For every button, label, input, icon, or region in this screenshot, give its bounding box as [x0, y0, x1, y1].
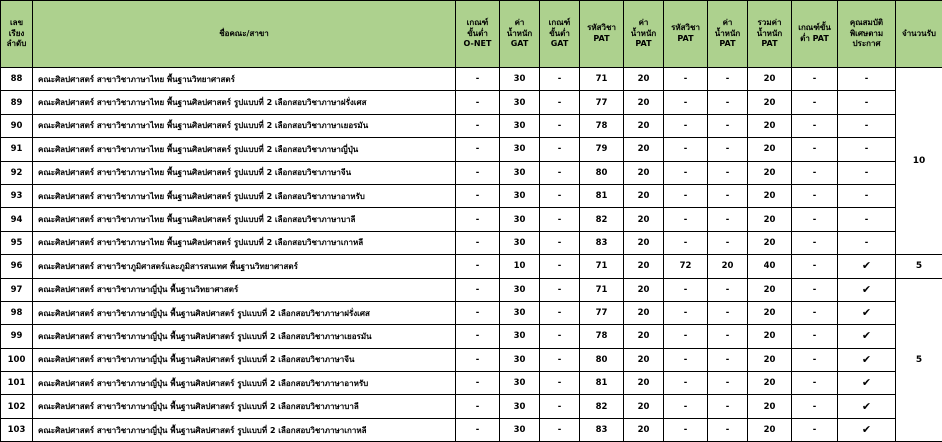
table-row [1, 161, 942, 184]
pat-min-value: - [792, 138, 838, 161]
pat-total-weight-value: 20 [748, 138, 792, 161]
program-name: คณะศิลปศาสตร์ สาขาวิชาภาษาญี่ปุ่น พื้นฐานศิลปศาสตร์ รูปแบบที่ 2 เลือกสอบวิชาภาษาอาหรับ [33, 372, 456, 395]
gat-min-value: - [540, 231, 580, 254]
gat-weight-value: 30 [500, 325, 540, 348]
onet-min-value: - [456, 161, 500, 184]
pat1-code-value: 83 [580, 231, 624, 254]
row-sequence-number: 91 [1, 138, 33, 161]
pat-total-weight-value: 20 [748, 184, 792, 207]
qualification-value: - [838, 114, 896, 137]
pat2-code-value: - [664, 114, 708, 137]
qualification-value [838, 418, 896, 441]
pat2-weight-value: - [708, 325, 748, 348]
table-row [1, 278, 942, 301]
check-icon: ✔ [862, 401, 871, 412]
gat-weight-value: 30 [500, 208, 540, 231]
row-sequence-number: 99 [1, 325, 33, 348]
pat1-code-value: 83 [580, 418, 624, 441]
qualification-value: - [838, 138, 896, 161]
pat1-weight-value: 20 [624, 68, 664, 91]
gat-weight-value: 30 [500, 278, 540, 301]
onet-min-value: - [456, 301, 500, 324]
qualification-value [838, 372, 896, 395]
row-sequence-number: 88 [1, 68, 33, 91]
pat1-weight-value: 20 [624, 184, 664, 207]
program-name: คณะศิลปศาสตร์ สาขาวิชาภาษาญี่ปุ่น พื้นฐานศิลปศาสตร์ รูปแบบที่ 2 เลือกสอบวิชาภาษาฝรั่งเศส [33, 301, 456, 324]
pat1-code-value: 82 [580, 208, 624, 231]
pat2-code-value: - [664, 161, 708, 184]
pat1-code-value: 80 [580, 161, 624, 184]
qualification-value [838, 278, 896, 301]
program-name: คณะศิลปศาสตร์ สาขาวิชาภาษาไทย พื้นฐานศิลปศาสตร์ รูปแบบที่ 2 เลือกสอบวิชาภาษาฝรั่งเศส [33, 91, 456, 114]
pat2-weight-value: - [708, 208, 748, 231]
row-sequence-number: 93 [1, 184, 33, 207]
program-name: คณะศิลปศาสตร์ สาขาวิชาภาษาไทย พื้นฐานศิลปศาสตร์ รูปแบบที่ 2 เลือกสอบวิชาภาษาจีน [33, 161, 456, 184]
row-sequence-number: 94 [1, 208, 33, 231]
onet-min-value: - [456, 278, 500, 301]
program-name: คณะศิลปศาสตร์ สาขาวิชาภูมิศาสตร์และภูมิสารสนเทศ พื้นฐานวิทยาศาสตร์ [33, 255, 456, 278]
pat2-code-value: - [664, 325, 708, 348]
program-name: คณะศิลปศาสตร์ สาขาวิชาภาษาญี่ปุ่น พื้นฐานศิลปศาสตร์ รูปแบบที่ 2 เลือกสอบวิชาภาษาเกาหลี [33, 418, 456, 441]
pat-min-value: - [792, 372, 838, 395]
pat1-weight-value: 20 [624, 348, 664, 371]
table-row [1, 138, 942, 161]
qualification-value [838, 255, 896, 278]
table-body [1, 68, 942, 442]
pat-total-weight-value: 20 [748, 348, 792, 371]
row-sequence-number: 101 [1, 372, 33, 395]
pat2-weight-value: - [708, 161, 748, 184]
program-name: คณะศิลปศาสตร์ สาขาวิชาภาษาญี่ปุ่น พื้นฐานศิลปศาสตร์ รูปแบบที่ 2 เลือกสอบวิชาภาษาจีน [33, 348, 456, 371]
pat-min-value: - [792, 418, 838, 441]
quota-value: 10 [896, 68, 942, 255]
pat-total-weight-value: 20 [748, 372, 792, 395]
qualification-value [838, 395, 896, 418]
row-sequence-number: 97 [1, 278, 33, 301]
pat2-weight-value: - [708, 138, 748, 161]
pat1-weight-value: 20 [624, 255, 664, 278]
pat1-weight-value: 20 [624, 161, 664, 184]
check-icon: ✔ [862, 260, 871, 271]
pat2-weight-value: - [708, 301, 748, 324]
pat-min-value: - [792, 325, 838, 348]
pat2-code-value: - [664, 138, 708, 161]
program-name: คณะศิลปศาสตร์ สาขาวิชาภาษาไทย พื้นฐานศิลปศาสตร์ รูปแบบที่ 2 เลือกสอบวิชาภาษาญี่ปุ่น [33, 138, 456, 161]
pat-min-value: - [792, 255, 838, 278]
pat2-code-value: - [664, 372, 708, 395]
pat1-weight-value: 20 [624, 91, 664, 114]
pat-min-value: - [792, 395, 838, 418]
gat-min-value: - [540, 348, 580, 371]
pat2-code-value: - [664, 231, 708, 254]
row-sequence-number: 96 [1, 255, 33, 278]
check-icon: ✔ [862, 424, 871, 435]
check-icon: ✔ [862, 377, 871, 388]
pat-min-value: - [792, 114, 838, 137]
row-sequence-number: 103 [1, 418, 33, 441]
table-row [1, 208, 942, 231]
program-name: คณะศิลปศาสตร์ สาขาวิชาภาษาไทย พื้นฐานศิลปศาสตร์ รูปแบบที่ 2 เลือกสอบวิชาภาษาอาหรับ [33, 184, 456, 207]
check-icon: ✔ [862, 284, 871, 295]
column-header-pat1-weight: ค่า น้ำหนัก PAT [624, 1, 664, 68]
column-header-qualification: คุณสมบัติ พิเศษตาม ประกาศ [838, 1, 896, 68]
pat-min-value: - [792, 278, 838, 301]
qualification-value: - [838, 91, 896, 114]
onet-min-value: - [456, 325, 500, 348]
gat-weight-value: 30 [500, 301, 540, 324]
gat-min-value: - [540, 418, 580, 441]
pat1-code-value: 78 [580, 325, 624, 348]
gat-weight-value: 30 [500, 348, 540, 371]
gat-min-value: - [540, 161, 580, 184]
pat-total-weight-value: 20 [748, 325, 792, 348]
row-sequence-number: 100 [1, 348, 33, 371]
table-row [1, 184, 942, 207]
column-header-onet-min: เกณฑ์ ขั้นต่ำ O-NET [456, 1, 500, 68]
pat1-weight-value: 20 [624, 325, 664, 348]
qualification-value: - [838, 208, 896, 231]
gat-min-value: - [540, 114, 580, 137]
gat-weight-value: 30 [500, 372, 540, 395]
column-header-pat2-code: รหัสวิชา PAT [664, 1, 708, 68]
onet-min-value: - [456, 255, 500, 278]
qualification-value: - [838, 68, 896, 91]
pat2-code-value: - [664, 184, 708, 207]
pat-min-value: - [792, 348, 838, 371]
row-sequence-number: 95 [1, 231, 33, 254]
pat-total-weight-value: 20 [748, 418, 792, 441]
pat-total-weight-value: 20 [748, 91, 792, 114]
pat2-weight-value: - [708, 372, 748, 395]
pat1-code-value: 80 [580, 348, 624, 371]
pat1-code-value: 71 [580, 255, 624, 278]
pat2-weight-value: 20 [708, 255, 748, 278]
pat1-code-value: 71 [580, 278, 624, 301]
gat-min-value: - [540, 208, 580, 231]
pat2-weight-value: - [708, 395, 748, 418]
onet-min-value: - [456, 114, 500, 137]
pat1-code-value: 78 [580, 114, 624, 137]
program-name: คณะศิลปศาสตร์ สาขาวิชาภาษาไทย พื้นฐานศิลปศาสตร์ รูปแบบที่ 2 เลือกสอบวิชาภาษาบาลี [33, 208, 456, 231]
pat2-weight-value: - [708, 418, 748, 441]
pat-min-value: - [792, 231, 838, 254]
column-header-pat-total-weight: รวมค่า น้ำหนัก PAT [748, 1, 792, 68]
program-name: คณะศิลปศาสตร์ สาขาวิชาภาษาไทย พื้นฐานศิลปศาสตร์ รูปแบบที่ 2 เลือกสอบวิชาภาษาเยอรมัน [33, 114, 456, 137]
row-sequence-number: 89 [1, 91, 33, 114]
row-sequence-number: 92 [1, 161, 33, 184]
pat2-weight-value: - [708, 184, 748, 207]
gat-weight-value: 30 [500, 161, 540, 184]
column-header-pat1-code: รหัสวิชา PAT [580, 1, 624, 68]
gat-weight-value: 30 [500, 418, 540, 441]
pat2-code-value: - [664, 278, 708, 301]
table-header [1, 1, 942, 68]
gat-weight-value: 30 [500, 184, 540, 207]
row-sequence-number: 98 [1, 301, 33, 324]
table-row [1, 231, 942, 254]
table-row [1, 325, 942, 348]
pat-total-weight-value: 20 [748, 301, 792, 324]
gat-weight-value: 10 [500, 255, 540, 278]
pat2-weight-value: - [708, 231, 748, 254]
pat2-weight-value: - [708, 278, 748, 301]
table-row [1, 255, 942, 278]
column-header-gat-min: เกณฑ์ ขั้นต่ำ GAT [540, 1, 580, 68]
pat-min-value: - [792, 184, 838, 207]
pat2-code-value: - [664, 208, 708, 231]
column-header-seq: เลข เรียง ลำดับ [1, 1, 33, 68]
gat-min-value: - [540, 138, 580, 161]
pat-min-value: - [792, 91, 838, 114]
pat-min-value: - [792, 161, 838, 184]
pat-min-value: - [792, 208, 838, 231]
pat1-code-value: 79 [580, 138, 624, 161]
table-row [1, 418, 942, 441]
pat1-weight-value: 20 [624, 208, 664, 231]
pat2-code-value: - [664, 348, 708, 371]
table-row [1, 91, 942, 114]
pat2-weight-value: - [708, 68, 748, 91]
gat-min-value: - [540, 255, 580, 278]
pat2-code-value: - [664, 68, 708, 91]
onet-min-value: - [456, 372, 500, 395]
column-header-pat2-weight: ค่า น้ำหนัก PAT [708, 1, 748, 68]
pat2-code-value: - [664, 418, 708, 441]
quota-value: 5 [896, 278, 942, 442]
pat1-code-value: 81 [580, 184, 624, 207]
qualification-value: - [838, 161, 896, 184]
onet-min-value: - [456, 418, 500, 441]
pat1-weight-value: 20 [624, 395, 664, 418]
program-name: คณะศิลปศาสตร์ สาขาวิชาภาษาไทย พื้นฐานวิทยาศาสตร์ [33, 68, 456, 91]
gat-weight-value: 30 [500, 68, 540, 91]
pat2-code-value: 72 [664, 255, 708, 278]
pat1-weight-value: 20 [624, 114, 664, 137]
pat2-code-value: - [664, 395, 708, 418]
pat1-code-value: 81 [580, 372, 624, 395]
header-row [1, 1, 942, 68]
row-sequence-number: 90 [1, 114, 33, 137]
column-header-quota: จำนวนรับ [896, 1, 942, 68]
pat-min-value: - [792, 68, 838, 91]
quota-value: 5 [896, 255, 942, 278]
program-name: คณะศิลปศาสตร์ สาขาวิชาภาษาไทย พื้นฐานศิลปศาสตร์ รูปแบบที่ 2 เลือกสอบวิชาภาษาเกาหลี [33, 231, 456, 254]
table-row [1, 348, 942, 371]
pat1-weight-value: 20 [624, 278, 664, 301]
program-name: คณะศิลปศาสตร์ สาขาวิชาภาษาญี่ปุ่น พื้นฐานวิทยาศาสตร์ [33, 278, 456, 301]
pat-total-weight-value: 20 [748, 208, 792, 231]
onet-min-value: - [456, 184, 500, 207]
pat1-weight-value: 20 [624, 138, 664, 161]
qualification-value: - [838, 184, 896, 207]
gat-min-value: - [540, 68, 580, 91]
pat1-code-value: 71 [580, 68, 624, 91]
gat-min-value: - [540, 325, 580, 348]
pat1-weight-value: 20 [624, 418, 664, 441]
qualification-value [838, 325, 896, 348]
gat-min-value: - [540, 395, 580, 418]
qualification-value: - [838, 231, 896, 254]
column-header-gat-weight: ค่า น้ำหนัก GAT [500, 1, 540, 68]
column-header-name: ชื่อคณะ/สาขา [33, 1, 456, 68]
pat2-code-value: - [664, 301, 708, 324]
gat-min-value: - [540, 301, 580, 324]
pat1-weight-value: 20 [624, 301, 664, 324]
onet-min-value: - [456, 138, 500, 161]
pat-total-weight-value: 20 [748, 161, 792, 184]
pat1-weight-value: 20 [624, 372, 664, 395]
table-row [1, 395, 942, 418]
pat1-code-value: 82 [580, 395, 624, 418]
check-icon: ✔ [862, 330, 871, 341]
program-name: คณะศิลปศาสตร์ สาขาวิชาภาษาญี่ปุ่น พื้นฐานศิลปศาสตร์ รูปแบบที่ 2 เลือกสอบวิชาภาษาเยอรมัน [33, 325, 456, 348]
pat-total-weight-value: 20 [748, 68, 792, 91]
table-row [1, 301, 942, 324]
gat-weight-value: 30 [500, 231, 540, 254]
qualification-value [838, 348, 896, 371]
gat-min-value: - [540, 91, 580, 114]
qualification-value [838, 301, 896, 324]
table-row [1, 114, 942, 137]
pat-total-weight-value: 20 [748, 278, 792, 301]
table-row [1, 68, 942, 91]
pat-total-weight-value: 20 [748, 114, 792, 137]
onet-min-value: - [456, 231, 500, 254]
check-icon: ✔ [862, 354, 871, 365]
pat2-weight-value: - [708, 114, 748, 137]
check-icon: ✔ [862, 307, 871, 318]
gat-weight-value: 30 [500, 138, 540, 161]
pat-min-value: - [792, 301, 838, 324]
pat-total-weight-value: 20 [748, 231, 792, 254]
pat1-code-value: 77 [580, 301, 624, 324]
column-header-pat-min: เกณฑ์ขั้น ต่ำ PAT [792, 1, 838, 68]
pat-total-weight-value: 40 [748, 255, 792, 278]
onet-min-value: - [456, 68, 500, 91]
gat-min-value: - [540, 372, 580, 395]
pat1-weight-value: 20 [624, 231, 664, 254]
pat-total-weight-value: 20 [748, 395, 792, 418]
gat-weight-value: 30 [500, 395, 540, 418]
program-name: คณะศิลปศาสตร์ สาขาวิชาภาษาญี่ปุ่น พื้นฐานศิลปศาสตร์ รูปแบบที่ 2 เลือกสอบวิชาภาษาบาลี [33, 395, 456, 418]
gat-weight-value: 30 [500, 91, 540, 114]
onet-min-value: - [456, 348, 500, 371]
pat2-code-value: - [664, 91, 708, 114]
onet-min-value: - [456, 91, 500, 114]
row-sequence-number: 102 [1, 395, 33, 418]
table-row [1, 372, 942, 395]
onet-min-value: - [456, 208, 500, 231]
pat2-weight-value: - [708, 91, 748, 114]
gat-min-value: - [540, 278, 580, 301]
gat-min-value: - [540, 184, 580, 207]
pat2-weight-value: - [708, 348, 748, 371]
pat1-code-value: 77 [580, 91, 624, 114]
onet-min-value: - [456, 395, 500, 418]
gat-weight-value: 30 [500, 114, 540, 137]
